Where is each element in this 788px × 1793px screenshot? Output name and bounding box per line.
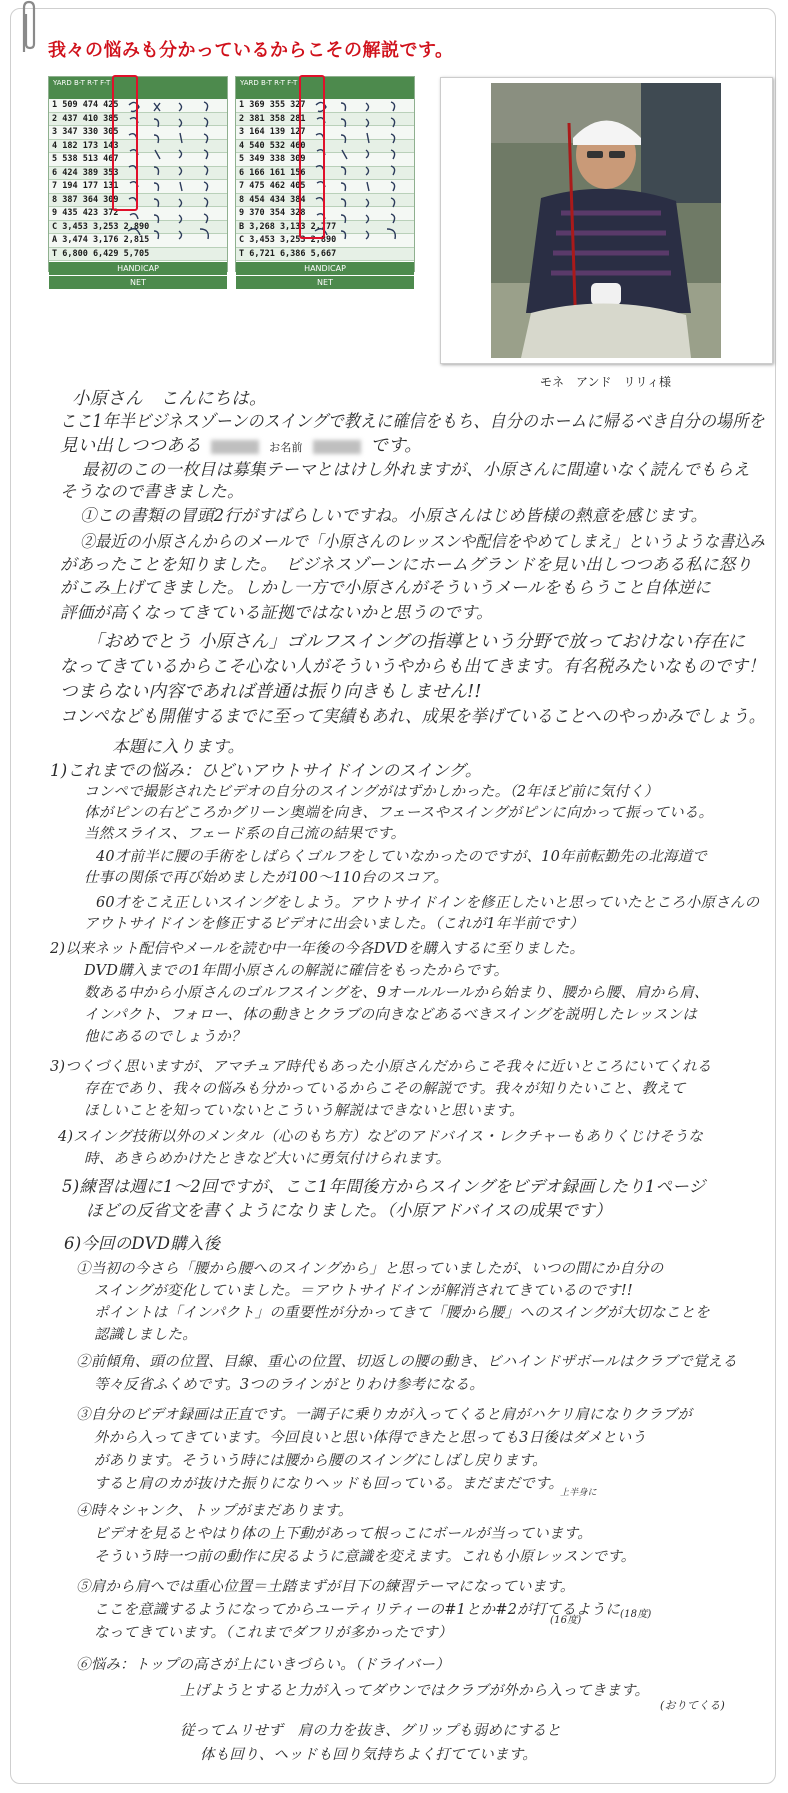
- letter-line: 従ってムリせず 肩の力を抜き、グリップも弱めにすると: [180, 1723, 562, 1739]
- letter-line: ここを意識するようになってからユーティリティーの#1とか#2が打てるように: [94, 1602, 621, 1618]
- letter-line: 時、あきらめかけたときなど大いに勇気付けられます。: [84, 1151, 451, 1167]
- letter-line: 当然スライス、フェード系の自己流の結果です。: [84, 826, 406, 842]
- scorecard-row: 4 182 173 143: [49, 140, 227, 154]
- scorecard-row: 2 437 410 385: [49, 113, 227, 127]
- letter-line: 最初のこの一枚目は募集テーマとはけし外れますが、小原さんに間違いなく読んでもらえ: [82, 460, 750, 479]
- redacted-name: [211, 440, 259, 454]
- letter-text: です。: [370, 436, 422, 456]
- scorecard-row: 6 424 389 353: [49, 167, 227, 181]
- name-label: お名前: [269, 441, 303, 454]
- letter-line: ⑥悩み：トップの高さが上にいきづらい。（ドライバー）: [76, 1657, 450, 1673]
- scorecard-row: 8 454 434 384: [236, 194, 414, 208]
- letter-line: 2)以来ネット配信やメールを読む中一年後の今各DVDを購入するに至りました。: [50, 941, 585, 957]
- scorecard-row: 3 164 139 127: [236, 126, 414, 140]
- letter-line: 本題に入ります。: [112, 737, 245, 756]
- letter-line: 評価が高くなってきている証拠ではないかと思うのです。: [60, 603, 493, 622]
- letter-line: スイングが変化していました。＝アウトサイドインが解消されてきているのです!!: [94, 1283, 633, 1299]
- scorecard-row: A 3,474 3,176 2,815: [49, 234, 227, 248]
- letter-line: 3)つくづく思いますが、アマチュア時代もあった小原さんだからこそ我々に近いところにいてくれる: [50, 1059, 712, 1075]
- letter-annotation: 上半身に: [560, 1488, 597, 1498]
- scorecard-row: 1 509 474 425: [49, 99, 227, 113]
- letter-line: ③自分のビデオ録画は正直です。一調子に乗りカが入ってくると肩がハケリ肩になりクラブが: [76, 1407, 692, 1423]
- letter-line: 数ある中から小原さんのゴルフスイングを、9オールルールから始まり、腰から腰、肩から肩、: [84, 985, 709, 1001]
- letter-line: なってきています。（これまでダフリが多かったです）: [94, 1625, 453, 1641]
- scorecard-row: C 3,453 3,253 2,890: [236, 234, 414, 248]
- letter-line: 「おめでとう 小原さん」ゴルフスイングの指導という分野で放っておけない存在に: [86, 632, 746, 652]
- letter-line: インパクト、フォロー、体の動きとクラブの向きなどあるべきスイングを説明したレッスンは: [84, 1007, 698, 1023]
- letter-line: 外から入ってきています。今回良いと思い体得できたと思っても3日後はダメという: [94, 1430, 647, 1446]
- letter-line: 上げようとすると力が入ってダウンではクラブが外から入ってきます。: [180, 1683, 650, 1699]
- letter-line: ①当初の今さら「腰から腰へのスイングから」と思っていましたが、いつの間にか自分の: [76, 1261, 664, 1277]
- letter-line: コンペなども開催するまでに至って実績もあれ、成果を挙げていることへのやっかみでしょう。: [60, 707, 766, 727]
- scorecard-handicap: HANDICAP: [236, 261, 414, 275]
- letter-line: つまらない内容であれば普通は振り向きもしません!!: [60, 682, 482, 702]
- letter-line: ④時々シャンク、トップがまだあります。: [76, 1503, 353, 1519]
- letter-line: があったことを知りました。 ビジネスゾーンにホームグランドを見い出しつつある私に怒り: [60, 555, 753, 574]
- letter-line: そういう時一つ前の動作に戻るように意識を変えます。これも小原レッスンです。: [94, 1549, 636, 1565]
- scorecard-row: 9 435 423 372: [49, 207, 227, 221]
- headline: 我々の悩みも分かっているからこその解説です。: [48, 40, 454, 61]
- letter-line: 認識しました。: [94, 1327, 197, 1343]
- letter-line: ②最近の小原さんからのメールで「小原さんのレッスンや配信をやめてしまえ」というような書込み: [80, 532, 765, 551]
- letter-line: アウトサイドインを修正するビデオに出会いました。（これが1年半前です）: [84, 916, 584, 932]
- scorecard-row: 6 166 161 156: [236, 167, 414, 181]
- scorecard-row: 9 370 354 328: [236, 207, 414, 221]
- letter-line: ここ1年半ビジネスゾーンのスイングで教えに確信をもち、自分のホームに帰るべき自分の場所を: [60, 412, 765, 432]
- letter-line: ほどの反省文を書くようになりました。（小原アドバイスの成果です）: [86, 1201, 612, 1220]
- handwritten-scores: [311, 97, 411, 247]
- letter-line: DVD購入までの1年間小原さんの解説に確信をもったからです。: [84, 963, 509, 979]
- letter-line: 1)これまでの悩み：ひどいアウトサイドインのスイング。: [50, 761, 482, 780]
- letter-line: がこみ上げてきました。しかし一方で小原さんがそういうメールをもらうこと自体逆に: [60, 578, 711, 597]
- photo-caption: モネ アンド リリィ様: [540, 375, 672, 389]
- letter-line: なってきているからこそ心ない人がそういうやからも出てきます。有名税みたいなものです！: [60, 657, 765, 677]
- scorecard-header: YARD B-T R-T F-T: [236, 77, 414, 99]
- letter-line: ビデオを見るとやはり体の上下動があって根っこにボールが当っています。: [94, 1526, 592, 1542]
- scorecard-handicap: HANDICAP: [49, 261, 227, 275]
- scorecard-net: NET: [236, 275, 414, 289]
- redacted-name: [313, 440, 361, 454]
- letter-line: すると肩のカが抜けた振りになりヘッドも回っている。まだまだです。: [94, 1476, 564, 1492]
- paperclip-icon: [18, 0, 38, 58]
- photo-frame: [440, 77, 773, 364]
- scorecard-row: 4 540 532 460: [236, 140, 414, 154]
- scorecard-row: 7 194 177 131: [49, 180, 227, 194]
- letter-line: 体がピンの右どころかグリーン奥端を向き、フェースやスイングがピンに向かって振っている。: [84, 805, 714, 821]
- scorecard-row: 2 381 358 281: [236, 113, 414, 127]
- letter-line: ポイントは「インパクト」の重要性が分かってきて「腰から腰」へのスイングが大切なことを: [94, 1305, 710, 1321]
- letter-line: 4)スイング技術以外のメンタル（心のもち方）などのアドバイス・レクチャーもありくじけそうな: [58, 1129, 704, 1145]
- letter-line: ①この書類の冒頭2行がすばらしいですね。小原さんはじめ皆様の熱意を感じます。: [80, 506, 708, 525]
- letter-line: 小原さん こんにちは。: [72, 389, 267, 409]
- scorecard-row: 8 387 364 309: [49, 194, 227, 208]
- golfer-photo: [491, 83, 721, 358]
- scorecard-row: 7 475 462 405: [236, 180, 414, 194]
- letter-line: 5)練習は週に1〜2回ですが、ここ1年間後方からスイングをビデオ録画したり1ページ: [62, 1177, 706, 1196]
- letter-line: 等々反省ふくめです。3つのラインがとりわけ参考になる。: [94, 1377, 485, 1393]
- scorecard-net: NET: [49, 275, 227, 289]
- letter-line: 体も回り、ヘッドも回り気持ちよく打てています。: [200, 1747, 537, 1763]
- scorecard-row: 1 369 355 327: [236, 99, 414, 113]
- letter-line: 6)今回のDVD購入後: [64, 1234, 221, 1253]
- letter-line: 40才前半に腰の手術をしばらくゴルフをしていなかったのですが、10年前転勤先の北海道で: [96, 849, 707, 865]
- letter-annotation: (18度): [620, 1609, 652, 1620]
- letter-line: ほしいことを知っていないとこういう解説はできないと思います。: [84, 1103, 524, 1119]
- scorecard-row: T 6,800 6,429 5,705: [49, 248, 227, 262]
- letter-line: そうなので書きました。: [60, 482, 244, 501]
- letter-line: [60, 432, 422, 457]
- scorecard-header: YARD B-T R-T F-T: [49, 77, 227, 99]
- scorecard-back-nine: [235, 76, 415, 287]
- highlight-box: [299, 75, 325, 239]
- letter-line: ⑤肩から肩へでは重心位置＝土踏まずが目下の練習テーマになっています。: [76, 1579, 575, 1595]
- scorecard-front-nine: [48, 76, 228, 287]
- scorecard-row: 5 538 513 467: [49, 153, 227, 167]
- handwritten-scores: [124, 97, 224, 247]
- scorecard-row: T 6,721 6,386 5,667: [236, 248, 414, 262]
- letter-line: 60才をこえ正しいスイングをしよう。アウトサイドインを修正したいと思っていたところ小原さんの: [96, 895, 760, 911]
- letter-line: があります。そういう時には腰から腰のスイングにしばし戻ります。: [94, 1453, 547, 1469]
- scorecard-row: 3 347 330 305: [49, 126, 227, 140]
- scorecard-row: 5 349 338 309: [236, 153, 414, 167]
- letter-line: ②前傾角、頭の位置、目線、重心の位置、切返しの腰の動き、ビハインドザボールはクラブで覚える: [76, 1354, 738, 1370]
- letter-annotation: (おりてくる): [660, 1699, 725, 1712]
- letter-line: 他にあるのでしょうか？: [84, 1029, 246, 1045]
- letter-line: 存在であり、我々の悩みも分かっているからこその解説です。我々が知りたいこと、教えて: [84, 1081, 686, 1097]
- letter-annotation: (16度): [550, 1615, 582, 1626]
- scorecard-row: B 3,268 3,133 2,777: [236, 221, 414, 235]
- letter-line: コンペで撮影されたビデオの自分のスイングがはずかしかった。（2年ほど前に気付く）: [84, 784, 659, 800]
- letter-text: 見い出しつつある: [60, 436, 202, 456]
- scorecard-row: C 3,453 3,253 2,890: [49, 221, 227, 235]
- letter-line: 仕事の関係で再び始めましたが100〜110台のスコア。: [84, 870, 449, 886]
- highlight-box: [112, 75, 138, 211]
